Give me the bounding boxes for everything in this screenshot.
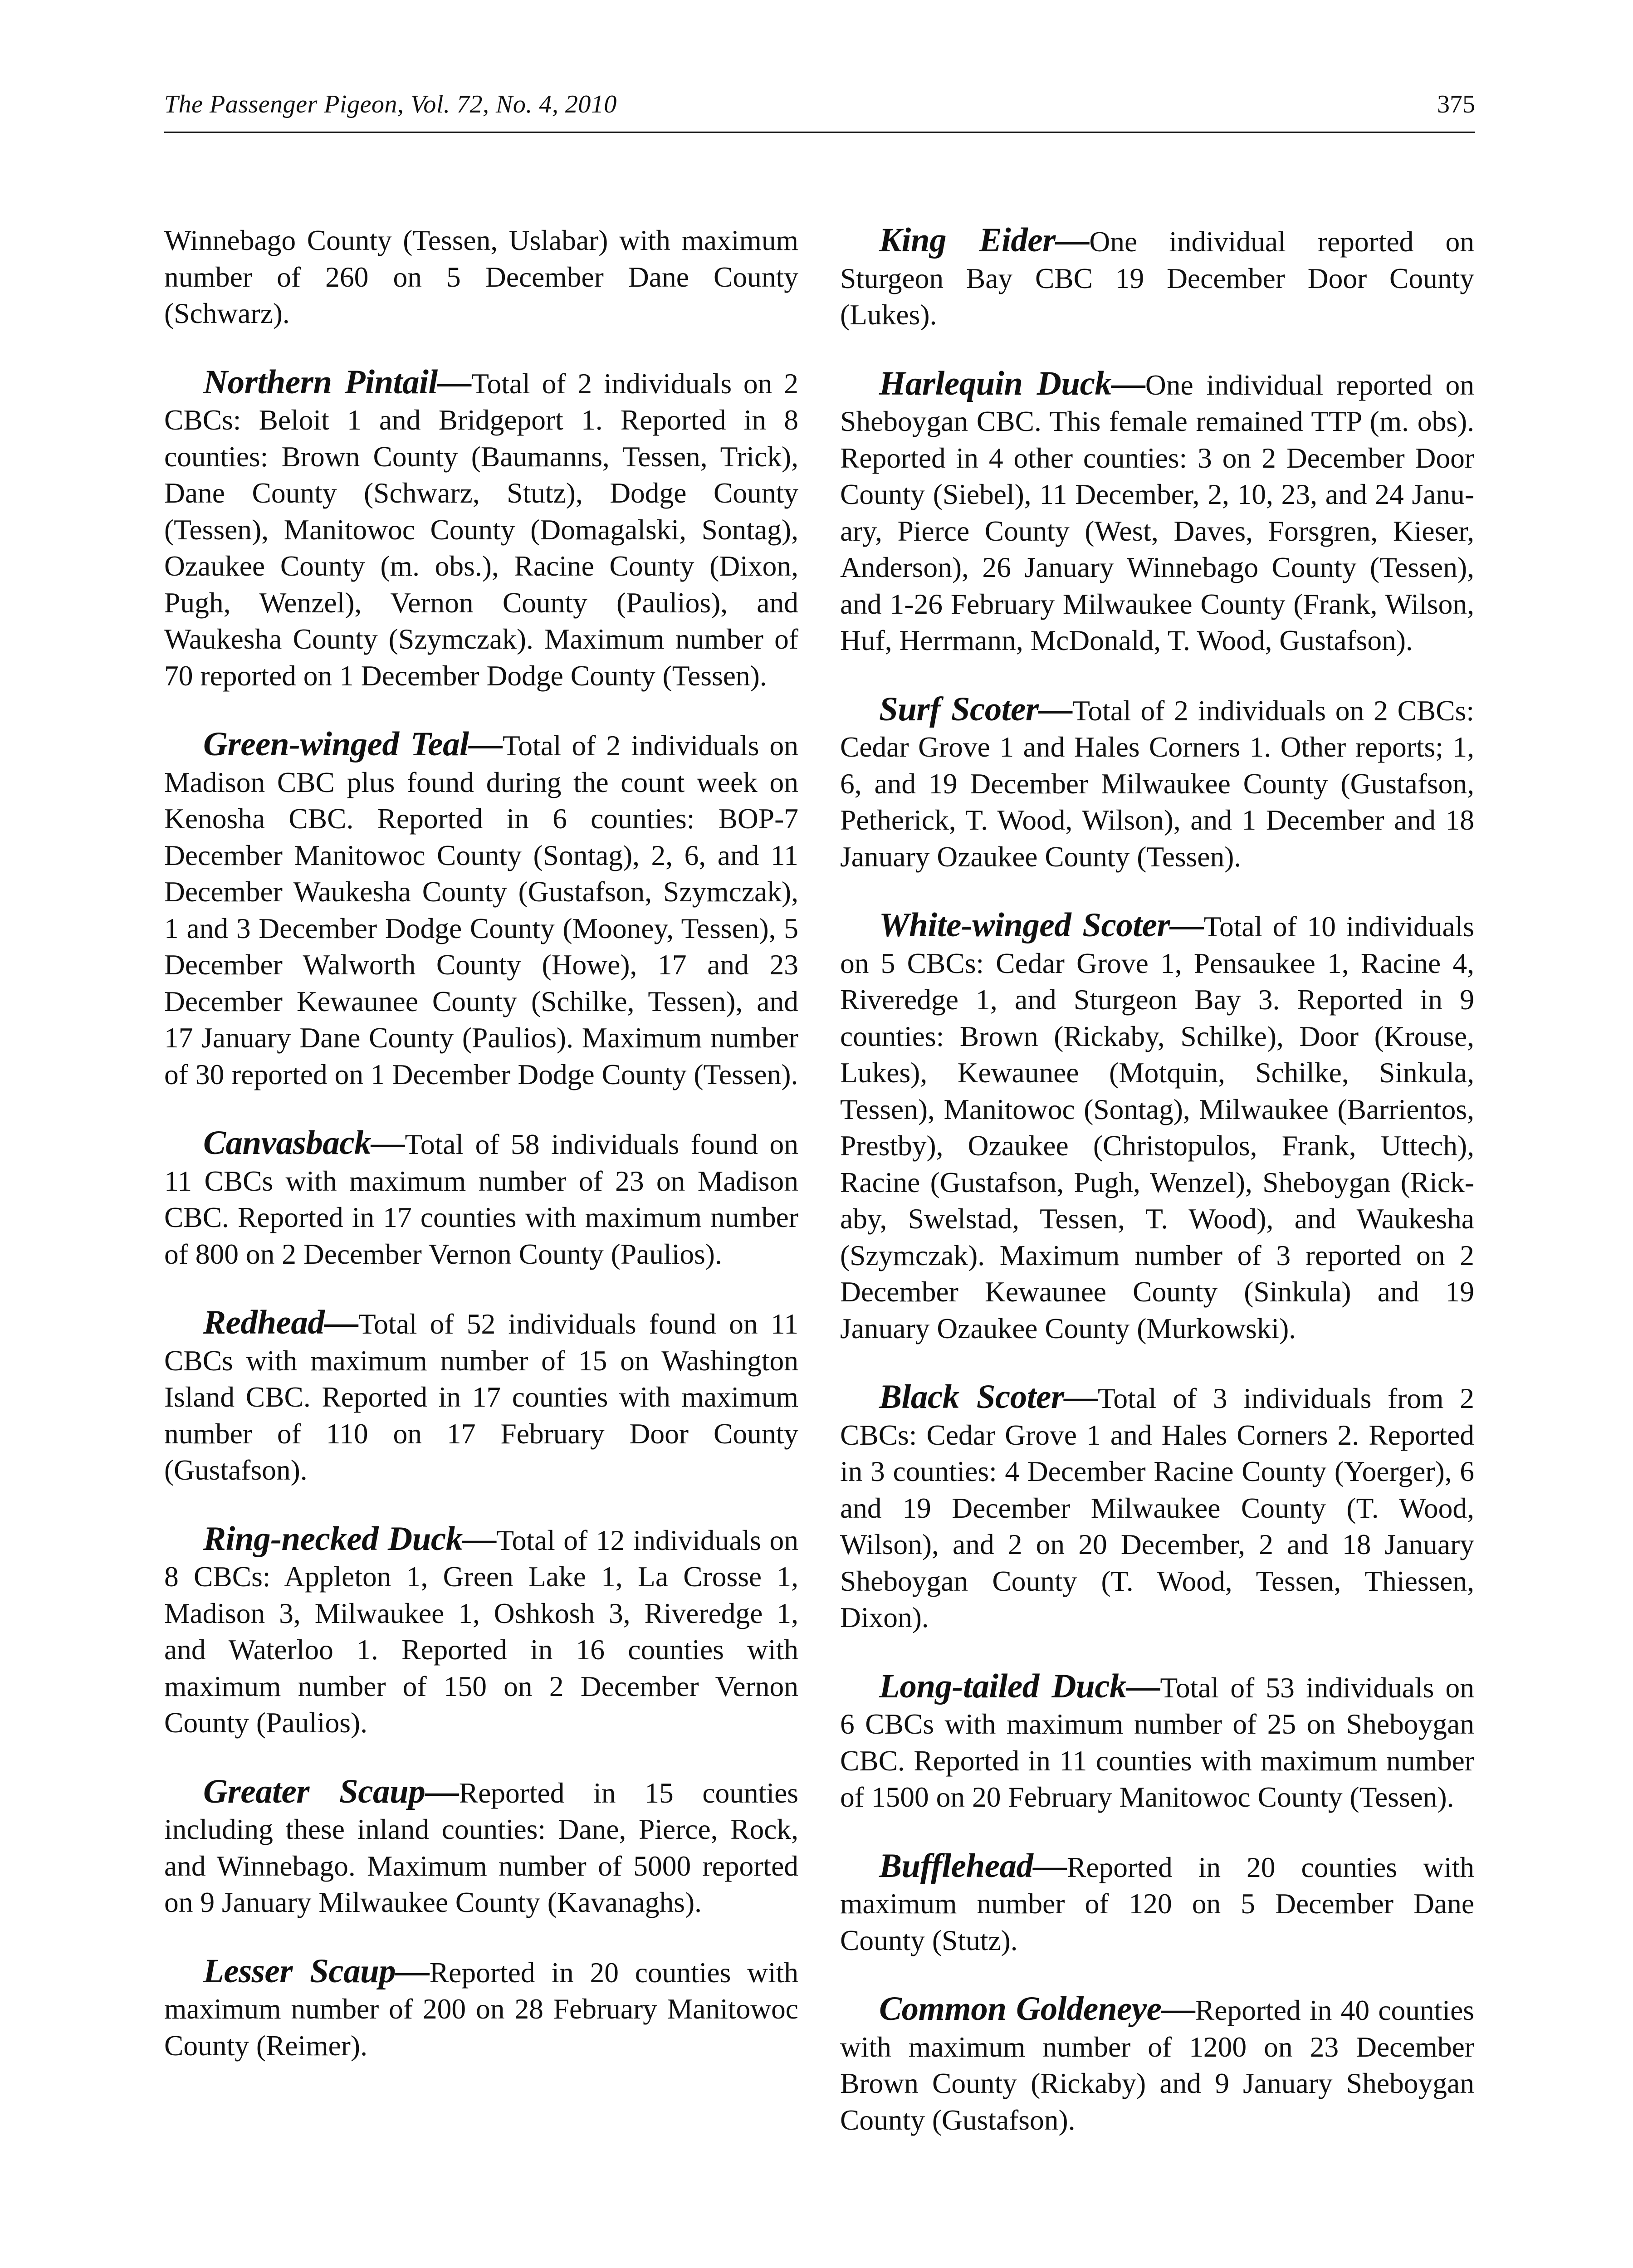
species-entry — [164, 1125, 798, 1272]
species-name: Lesser Scaup— — [203, 1952, 430, 1990]
species-name: Surf Scoter— — [879, 690, 1073, 728]
species-entry — [164, 1521, 798, 1741]
species-name: Black Scoter— — [879, 1378, 1098, 1416]
species-name: Green-winged Teal— — [203, 725, 503, 763]
right-column — [840, 222, 1474, 2268]
species-name: Common Goldeneye— — [879, 1990, 1195, 2028]
species-name: Northern Pintail— — [203, 363, 472, 401]
running-header — [164, 86, 1475, 133]
page-number: 375 — [1437, 90, 1475, 118]
species-entry — [164, 1953, 798, 2064]
entry-text: Total of 53 individuals on 6 CBCs with maximum number of 25 on Sheboygan CBC. Reported in 11 counties with maximum number of 1500 on 20 February Manitowoc County (Tessen). — [840, 1671, 1475, 1813]
journal-title: The Passenger Pigeon, Vol. 72, No. 4, 2010 — [164, 90, 617, 118]
species-name: King Eider— — [879, 221, 1090, 259]
species-entry — [840, 907, 1474, 1347]
species-entry — [840, 366, 1474, 659]
species-name: Redhead— — [203, 1304, 358, 1341]
entry-text: Reported in 20 counties with maximum number of 120 on 5 December Dane County (Stutz). — [840, 1851, 1474, 1956]
entry-text: Total of 2 individuals on Madison CBC plus found during the count week on Kenosha CBC. Reported in 6 counties: BOP-7 December Manitowoc County (Sontag), 2, 6, and 11 December Waukesha County (Gustafson, Szymczak), 1 and 3 December Dodge County (Mooney, Tessen), 5 December Walworth County (Howe), 17 and 23 December Kewaunee County (Schilke, Tessen), and 17 January Dane County (Paulios). Maximum number of 30 reported on 1 December Dodge County (Tessen). — [164, 729, 798, 1090]
species-entry — [840, 1379, 1474, 1636]
entry-text: Total of 52 individuals found on 11 CBCs with maximum number of 15 on Washington Island CBC. Reported in 17 counties with maximum number of 110 on 17 February Door County (Gustafson). — [164, 1308, 798, 1486]
species-name: Canvasback— — [203, 1124, 405, 1162]
species-entry — [840, 1668, 1474, 1816]
entry-text: Total of 2 individuals on 2 CBCs: Cedar Grove 1 and Hales Corners 1. Other reports; 1, 6, and 19 December Milwaukee County (Gustafson, Petherick, T. Wood, Wilson), and 1 December and 18 January Ozaukee County (Tessen). — [840, 694, 1474, 873]
species-name: Greater Scaup— — [203, 1772, 459, 1810]
entry-text: Total of 12 individuals on 8 CBCs: Appleton 1, Green Lake 1, La Crosse 1, Madison 3, Milwaukee 1, Oshkosh 3, Riveredge 1, and Waterloo 1. Reported in 16 counties with maximum number of 150 on 2 December Vernon County (Paulios). — [164, 1524, 799, 1739]
entry-text: Total of 58 individuals found on 11 CBCs with maximum number of 23 on Madison CBC. Reported in 17 counties with maximum number of 800 on 2 December Vernon County (Paulios). — [164, 1128, 798, 1270]
entry-text: Reported in 15 counties including these inland counties: Dane, Pierce, Rock, and Winnebago. Maximum number of 5000 reported on 9 January Milwaukee County (Kavanaghs). — [164, 1776, 798, 1918]
species-entry — [164, 364, 798, 694]
species-entry — [164, 1305, 798, 1489]
left-column — [164, 222, 798, 2268]
species-entry — [164, 222, 798, 332]
species-entry — [840, 222, 1474, 333]
entry-text: Total of 2 individuals on 2 CBCs: Beloit 1 and Bridgeport 1. Reported in 8 counties: Brown County (Baumanns, Tessen, Trick), Dane County (Schwarz, Stutz), Dodge County (Tessen), Manitowoc County (Domagalski, Sontag), Ozaukee County (m. obs.), Racine County (Dixon, Pugh, Wenzel), Vernon County (Paulios), and Waukesha County (Szymczak). Maximum number of 70 reported on 1 December Dodge County (Tessen). — [164, 367, 798, 692]
species-name: Bufflehead— — [879, 1847, 1067, 1885]
entry-text: Reported in 20 counties with maximum number of 200 on 28 February Manitowoc County (Reimer). — [164, 1956, 798, 2062]
species-name: Long-tailed Duck— — [879, 1667, 1160, 1705]
entry-text: One individual reported on Sturgeon Bay CBC 19 December Door County (Lukes). — [840, 225, 1474, 331]
entry-text: One individual reported on Sheboygan CBC. This female remained TTP (m. obs). Reported in 4 other counties: 3 on 2 December Door County (Siebel), 11 December, 2, 10, 23, and 24 January, Pierce County (West, Daves, Forsgren, Kieser, Anderson), 26 January Winnebago County (Tessen), and 1-26 February Milwaukee County (Frank, Wilson, Huf, Herrmann, McDonald, T. Wood, Gustafson). — [840, 368, 1474, 656]
species-entry — [840, 1991, 1474, 2138]
species-entry — [164, 726, 798, 1093]
species-entry — [164, 1774, 798, 1921]
entry-text: Reported in 40 counties with maximum number of 1200 on 23 December Brown County (Rickaby) and 9 January Sheboygan County (Gustafson). — [840, 1994, 1474, 2136]
species-name: Harlequin Duck— — [879, 364, 1145, 402]
species-entry — [840, 1848, 1474, 1959]
entry-text: Winnebago County (Tessen, Uslabar) with maximum number of 260 on 5 December Dane County (Schwarz). — [164, 224, 798, 329]
species-name: White-winged Scoter— — [879, 906, 1204, 944]
species-name: Ring-necked Duck— — [203, 1520, 497, 1558]
species-entry — [840, 691, 1474, 875]
entry-text: Total of 3 individuals from 2 CBCs: Cedar Grove 1 and Hales Corners 2. Reported in 3 counties: 4 December Racine County (Yoerger), 6 and 19 December Milwaukee County (T. Wood, Wilson), and 2 on 20 December, 2 and 18 January Sheboygan County (T. Wood, Tessen, Thiessen, Dixon). — [840, 1382, 1474, 1633]
entry-text: Total of 10 individuals on 5 CBCs: Cedar Grove 1, Pensaukee 1, Racine 4, Riveredge 1, and Sturgeon Bay 3. Reported in 9 counties: Brown (Rickaby, Schilke), Door (Krouse, Lukes), Kewaunee (Motquin, Schilke, Sinkula, Tessen), Manitowoc (Sontag), Milwaukee (Barrientos, Prestby), Ozaukee (Christopulos, Frank, Uttech), Racine (Gustafson, Pugh, Wenzel), Sheboygan (Rickaby, Swelstad, Tessen, T. Wood), and Waukesha (Szymczak). Maximum number of 3 reported on 2 December Kewaunee County (Sinkula) and 19 January Ozaukee County (Murkowski). — [840, 910, 1475, 1344]
